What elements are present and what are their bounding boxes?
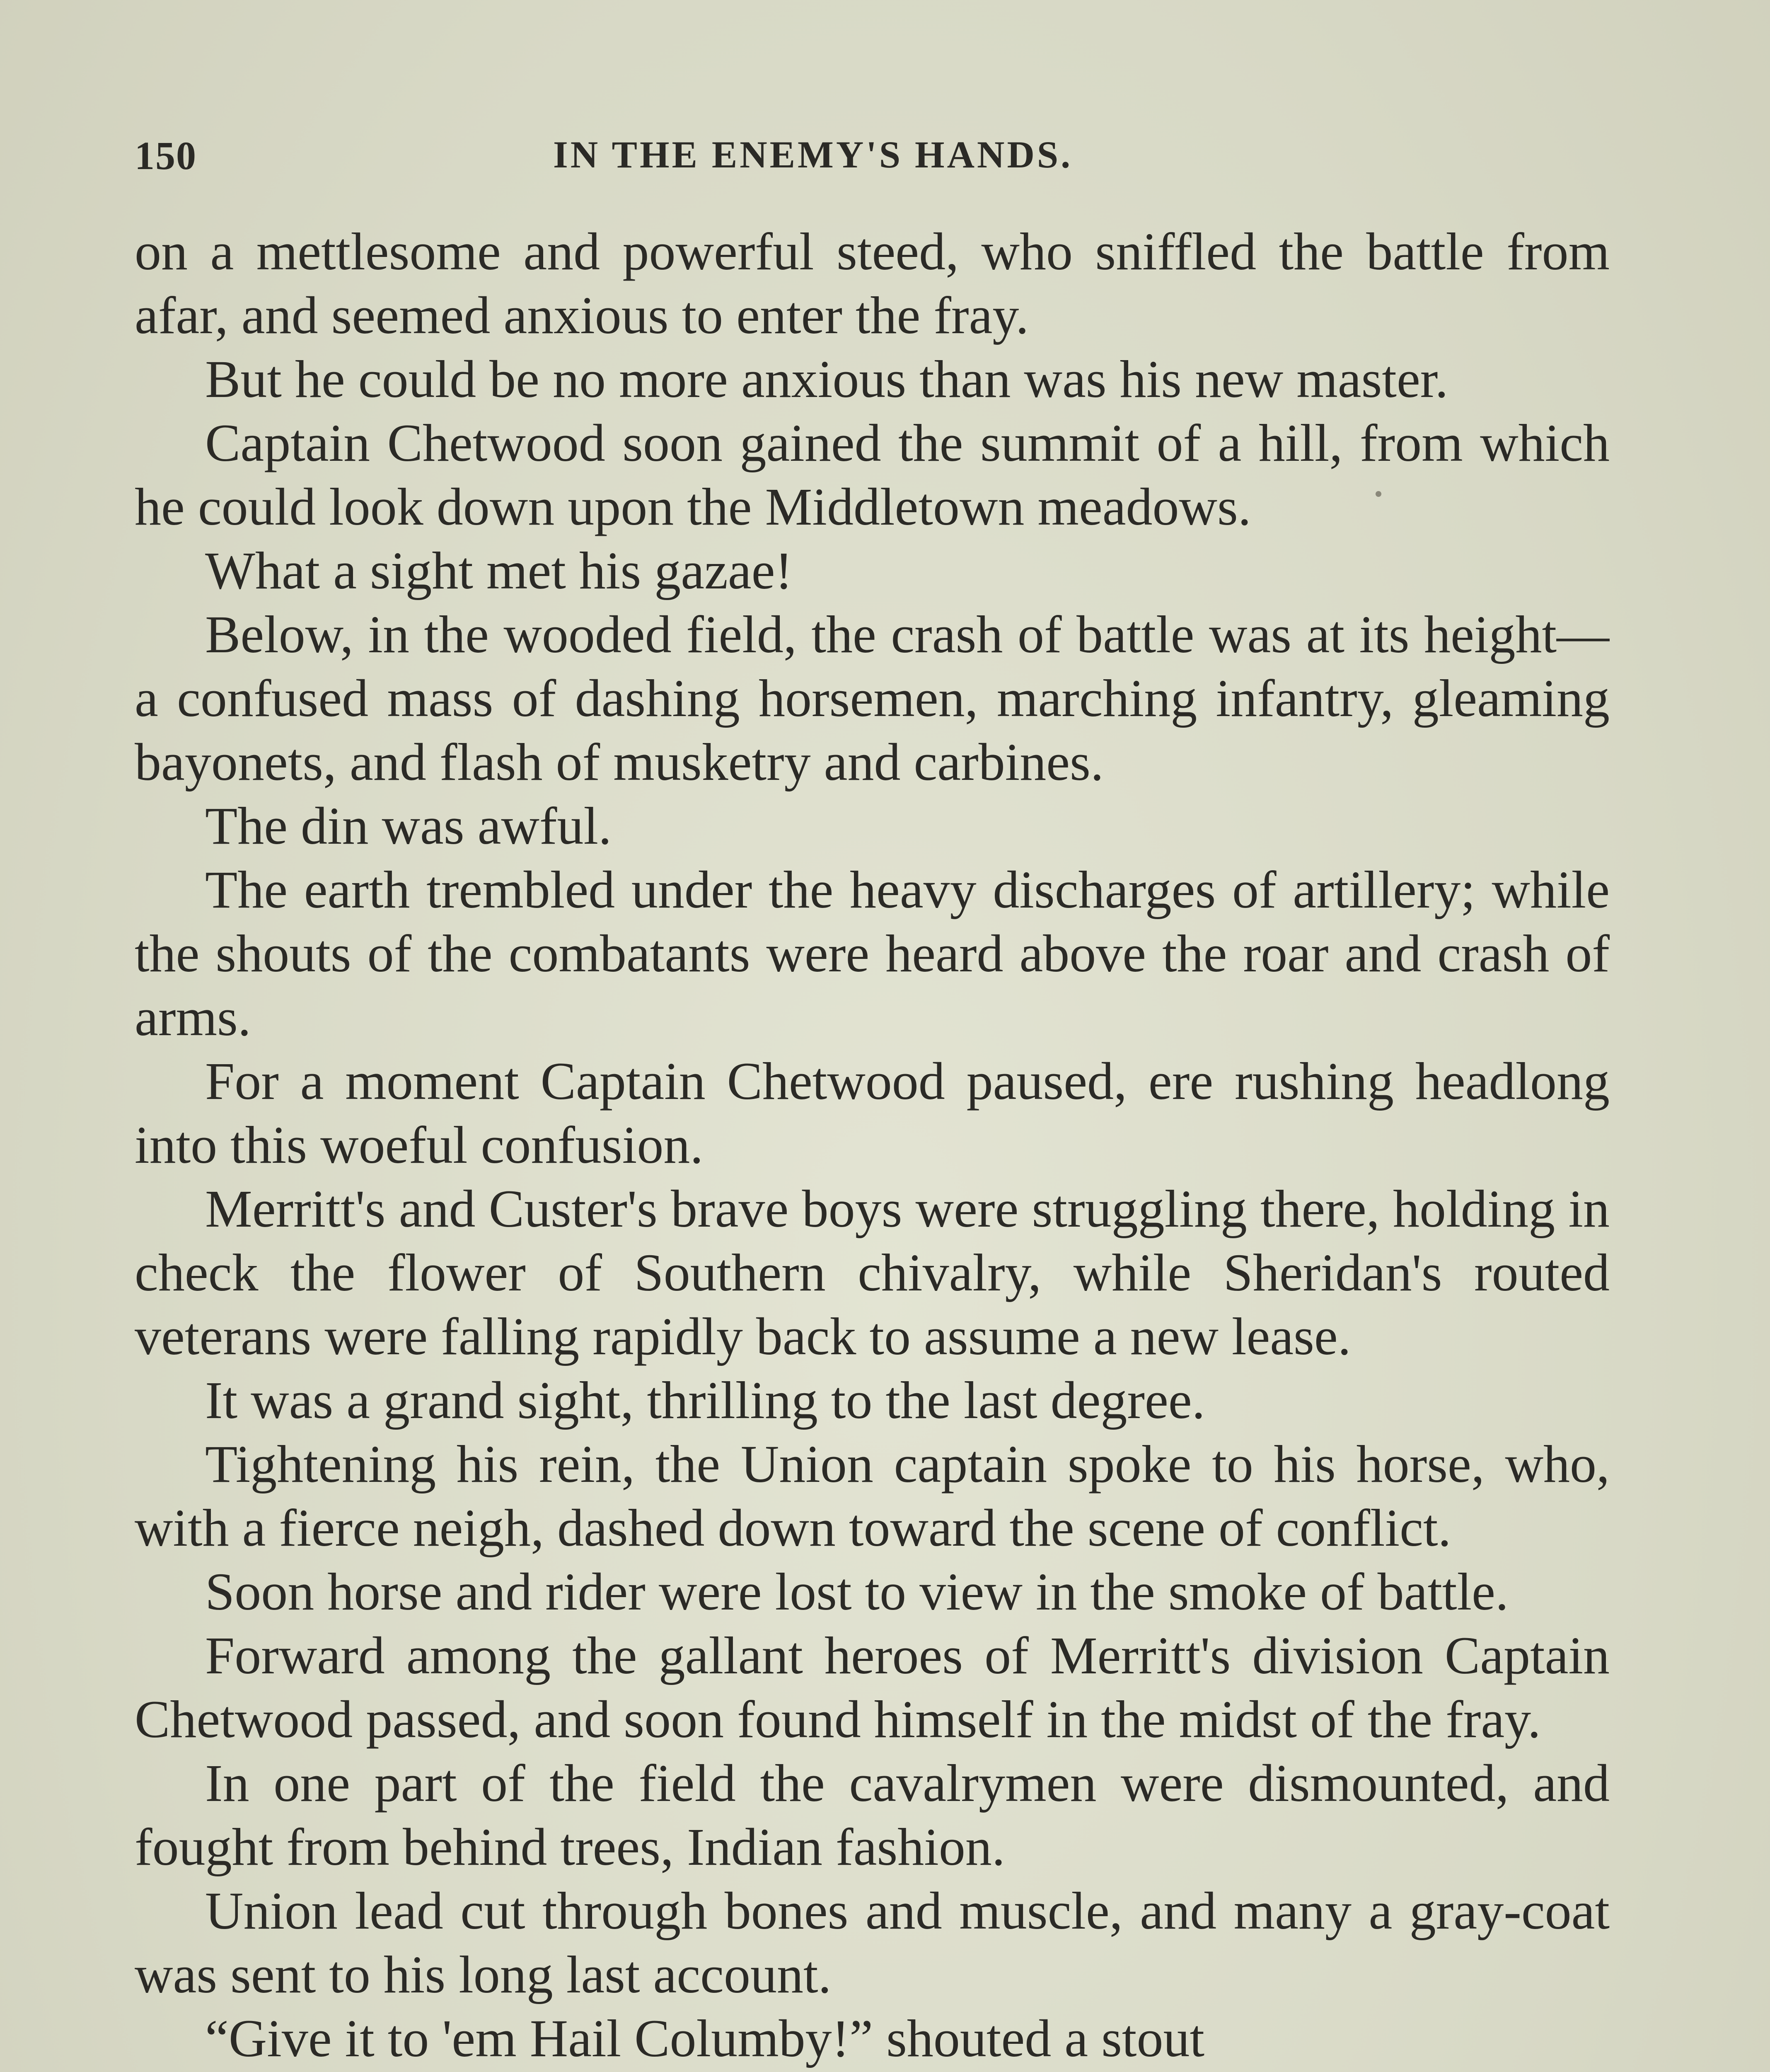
paragraph: Tightening his rein, the Union captain spoke to his horse, who, with a fierce neigh, dashed down toward the scene of conflict. bbox=[135, 1435, 1610, 1557]
paragraph: “Give it to 'em Hail Columby!” shouted a stout bbox=[205, 2009, 1204, 2068]
paragraph: The earth trembled under the heavy discharges of artillery; while the shouts of the combatants were heard above the roar and crash of arms. bbox=[135, 860, 1610, 1047]
paragraph: Below, in the wooded field, the crash of battle was at its height—a confused mass of dashing horsemen, marching infantry, gleaming bayonets, and flash of musketry and carbines. bbox=[135, 605, 1610, 792]
running-head: IN THE ENEMY'S HANDS. bbox=[553, 133, 1073, 176]
page-number: 150 bbox=[135, 133, 197, 178]
paragraph: The din was awful. bbox=[205, 796, 612, 855]
paragraph: Merritt's and Custer's brave boys were struggling there, holding in check the flower of Southern chivalry, while Sheridan's routed veterans were falling rapidly back to assume a new lease. bbox=[135, 1179, 1610, 1366]
paragraph: What a sight met his gazae! bbox=[205, 541, 793, 600]
paragraph: Captain Chetwood soon gained the summit of a hill, from which he could look down upon the Middletown meadows. bbox=[135, 414, 1610, 536]
paragraph: In one part of the field the cavalrymen were dismounted, and fought from behind trees, Indian fashion. bbox=[135, 1754, 1610, 1876]
paragraph: Soon horse and rider were lost to view in the smoke of battle. bbox=[205, 1562, 1509, 1621]
paragraph: It was a grand sight, thrilling to the last degree. bbox=[205, 1371, 1205, 1430]
paragraph: For a moment Captain Chetwood paused, ere rushing headlong into this woeful confusion. bbox=[135, 1052, 1610, 1174]
body-text bbox=[135, 220, 1610, 2072]
paragraph: But he could be no more anxious than was his new master. bbox=[205, 350, 1448, 409]
paper-speck bbox=[1376, 491, 1381, 497]
paragraph: on a mettlesome and powerful steed, who sniffled the battle from afar, and seemed anxious to enter the fray. bbox=[135, 222, 1610, 345]
page-header bbox=[135, 124, 1610, 186]
paragraph: Union lead cut through bones and muscle, and many a gray-coat was sent to his long last account. bbox=[135, 1881, 1610, 2004]
paragraph: Forward among the gallant heroes of Merritt's division Captain Chetwood passed, and soon found himself in the midst of the fray. bbox=[135, 1626, 1610, 1749]
